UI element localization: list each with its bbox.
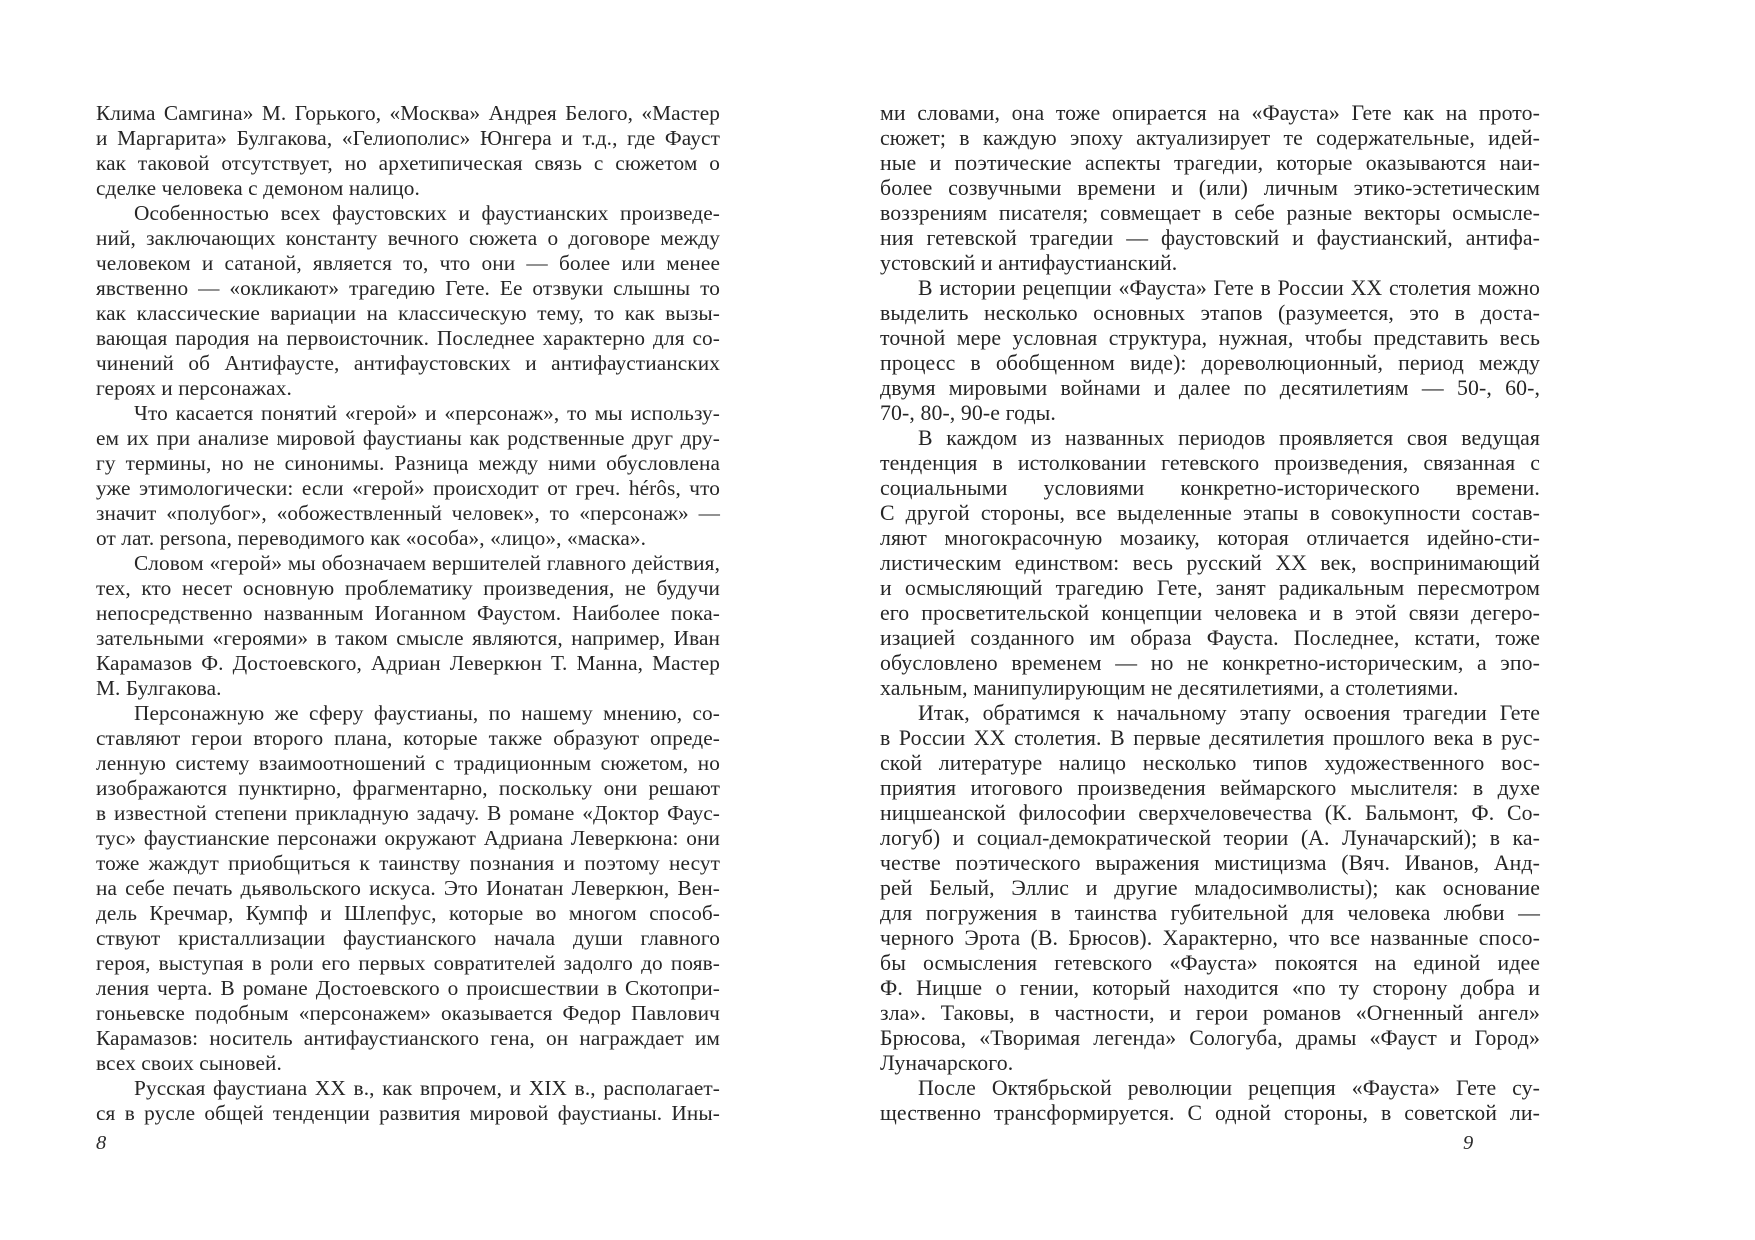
text-line: героях и персонажах.: [96, 376, 292, 400]
text-line: Клима Самгина» М. Горького, «Москва» Андрея Белого, «Мастер: [96, 101, 720, 125]
paragraph: [96, 701, 720, 1076]
paragraph: [96, 101, 720, 201]
text-line: ний, заключающих константу вечного сюжета о договоре между: [96, 226, 720, 250]
text-line: листическим единством: весь русский XX век, воспринимающий: [880, 551, 1540, 575]
paragraph: [880, 101, 1540, 276]
text-line: зательными «героями» в таком смысле являются, например, Иван: [96, 626, 720, 650]
text-line: в России XX столетия. В первые десятилетия прошлого века в рус-: [880, 726, 1540, 750]
text-line: щественно трансформируется. С одной стороны, в советской ли-: [880, 1101, 1540, 1125]
text-line: Брюсова, «Творимая легенда» Сологуба, драмы «Фауст и Город»: [880, 1026, 1540, 1050]
paragraph: [880, 1076, 1540, 1126]
text-line: точной мере условная структура, нужная, чтобы представить весь: [880, 326, 1540, 350]
text-line: человеком и сатаной, является то, что они — более или менее: [96, 251, 720, 275]
text-line: С другой стороны, все выделенные этапы в совокупности состав-: [880, 501, 1540, 525]
text-line: в известной степени прикладную задачу. В романе «Доктор Фаус-: [96, 801, 720, 825]
text-line: процесс в обобщенном виде): дореволюционный, период между: [880, 351, 1540, 375]
text-line: В каждом из названных периодов проявляется своя ведущая: [918, 426, 1540, 450]
paragraph: [880, 276, 1540, 426]
paragraph: [96, 401, 720, 551]
text-line: значит «полубог», «обожествленный человек», то «персонаж» —: [96, 501, 720, 525]
text-line: ленную систему взаимоотношений с традиционным сюжетом, но: [96, 751, 720, 775]
text-line: гу термины, но не синонимы. Разница между ними обусловлена: [96, 451, 720, 475]
text-line: черного Эрота (В. Брюсов). Характерно, что все названные спосо-: [880, 926, 1540, 950]
text-line: Особенностью всех фаустовских и фаустианских произведе-: [134, 201, 720, 225]
text-line: Итак, обратимся к начальному этапу освоения трагедии Гете: [918, 701, 1540, 725]
text-line: его просветительской концепции человека и в этой связи дегеро-: [880, 601, 1540, 625]
text-line: Ф. Ницше о гении, который находится «по ту сторону добра и: [880, 976, 1540, 1000]
text-line: зла». Таковы, в частности, и герои романов «Огненный ангел»: [880, 1001, 1540, 1025]
text-line: ствуют кристаллизации фаустианского начала души главного: [96, 926, 720, 950]
text-line: Русская фаустиана XX в., как впрочем, и XIX в., располагает-: [134, 1076, 720, 1100]
text-line: ся в русле общей тенденции развития мировой фаустианы. Ины-: [96, 1101, 720, 1125]
text-line: ния гетевской трагедии — фаустовский и фаустианский, антифа-: [880, 226, 1540, 250]
text-line: тех, кто несет основную проблематику произведения, не будучи: [96, 576, 720, 600]
text-line: ляют многокрасочную мозаику, которая отличается идейно-сти-: [880, 526, 1540, 550]
text-line: Луначарского.: [880, 1051, 1014, 1075]
text-line: сделке человека с демоном налицо.: [96, 176, 420, 200]
text-line: рей Белый, Эллис и другие младосимволисты); как основание: [880, 876, 1540, 900]
text-line: хальным, манипулирующим не десятилетиями, а столетиями.: [880, 676, 1459, 700]
text-line: логуб) и социал-демократической теории (А. Луначарский); в ка-: [880, 826, 1540, 850]
text-line: тус» фаустианские персонажи окружают Адриана Леверкюна: они: [96, 826, 720, 850]
text-line: ницшеанской философии сверхчеловечества (К. Бальмонт, Ф. Со-: [880, 801, 1540, 825]
text-line: обусловлено временем — но не конкретно-историческим, а эпо-: [880, 651, 1540, 675]
text-line: выделить несколько основных этапов (разумеется, это в доста-: [880, 301, 1540, 325]
text-line: сюжет; в каждую эпоху актуализирует те содержательные, идей-: [880, 126, 1540, 150]
text-line: изацией созданного им образа Фауста. Последнее, кстати, тоже: [880, 626, 1540, 650]
text-line: социальными условиями конкретно-исторического времени.: [880, 476, 1540, 500]
paragraph: [880, 426, 1540, 701]
text-line: как классические вариации на классическую тему, то как вызы-: [96, 301, 720, 325]
text-line: приятия итогового произведения веймарского мыслителя: в духе: [880, 776, 1540, 800]
text-line: и Маргарита» Булгакова, «Гелиополис» Юнгера и т.д., где Фауст: [96, 126, 720, 150]
text-line: честве поэтического выражения мистицизма (Вяч. Иванов, Анд-: [880, 851, 1540, 875]
text-line: гоньевске подобным «персонажем» оказывается Федор Павлович: [96, 1001, 720, 1025]
text-line: После Октябрьской революции рецепция «Фауста» Гете су-: [918, 1076, 1540, 1100]
text-line: явственно — «окликают» трагедию Гете. Ее отзвуки слышны то: [96, 276, 720, 300]
text-line: и осмысляющий трагедию Гете, занят радикальным пересмотром: [880, 576, 1540, 600]
text-line: от лат. persona, переводимого как «особа», «лицо», «маска».: [96, 526, 647, 550]
text-line: как таковой отсутствует, но архетипическая связь с сюжетом о: [96, 151, 720, 175]
page-8-text-block: [96, 101, 720, 1126]
text-line: Карамазов Ф. Достоевского, Адриан Леверкюн Т. Манна, Мастер: [96, 651, 720, 675]
page-number-right: 9: [1463, 1132, 1474, 1154]
text-line: уже этимологически: если «герой» происходит от греч. hérôs, что: [96, 476, 720, 500]
text-line: тенденция в истолковании гетевского произведения, связанная с: [880, 451, 1540, 475]
paragraph: [96, 551, 720, 701]
text-line: Персонажную же сферу фаустианы, по нашему мнению, со-: [134, 701, 720, 725]
text-line: изображаются пунктирно, фрагментарно, поскольку они решают: [96, 776, 720, 800]
page-9-text-block: [880, 101, 1540, 1126]
text-line: ные и поэтические аспекты трагедии, которые оказываются наи-: [880, 151, 1540, 175]
text-line: ем их при анализе мировой фаустианы как родственные друг дру-: [96, 426, 720, 450]
text-line: для погружения в таинства губительной для человека любви —: [880, 901, 1540, 925]
paragraph: [96, 1076, 720, 1126]
text-line: чинений об Антифаусте, антифаустовских и антифаустианских: [96, 351, 720, 375]
text-line: более созвучными времени и (или) личным этико-эстетическим: [880, 176, 1540, 200]
paragraph: [880, 701, 1540, 1076]
text-line: устовский и антифаустианский.: [880, 251, 1178, 275]
text-line: ления черта. В романе Достоевского о происшествии в Скотопри-: [96, 976, 720, 1000]
text-line: В истории рецепции «Фауста» Гете в России XX столетия можно: [918, 276, 1540, 300]
text-line: двумя мировыми войнами и далее по десятилетиям — 50-, 60-,: [880, 376, 1540, 400]
page-number-left: 8: [96, 1132, 107, 1154]
text-line: Словом «герой» мы обозначаем вершителей главного действия,: [134, 551, 720, 575]
text-line: тоже жаждут приобщиться к таинству познания и поэтому несут: [96, 851, 720, 875]
text-line: Карамазов: носитель антифаустианского гена, он награждает им: [96, 1026, 720, 1050]
text-line: бы осмысления гетевского «Фауста» покоятся на единой идее: [880, 951, 1540, 975]
text-line: 70-, 80-, 90-е годы.: [880, 401, 1056, 425]
paragraph: [96, 201, 720, 401]
text-line: всех своих сыновей.: [96, 1051, 282, 1075]
text-line: на себе печать дьявольского искуса. Это Ионатан Леверкюн, Вен-: [96, 876, 720, 900]
text-line: героя, выступая в роли его первых совратителей задолго до появ-: [96, 951, 720, 975]
text-line: М. Булгакова.: [96, 676, 222, 700]
text-line: ставляют герои второго плана, которые также образуют опреде-: [96, 726, 720, 750]
text-line: дель Кречмар, Кумпф и Шлепфус, которые во многом способ-: [96, 901, 720, 925]
text-line: ской литературе налицо несколько типов художественного вос-: [880, 751, 1540, 775]
text-line: вающая пародия на первоисточник. Последнее характерно для со-: [96, 326, 720, 350]
text-line: воззрениям писателя; совмещает в себе разные векторы осмысле-: [880, 201, 1540, 225]
text-line: непосредственно названным Иоганном Фаустом. Наиболее пока-: [96, 601, 720, 625]
text-line: ми словами, она тоже опирается на «Фауста» Гете как на прото-: [880, 101, 1540, 125]
text-line: Что касается понятий «герой» и «персонаж», то мы использу-: [134, 401, 720, 425]
